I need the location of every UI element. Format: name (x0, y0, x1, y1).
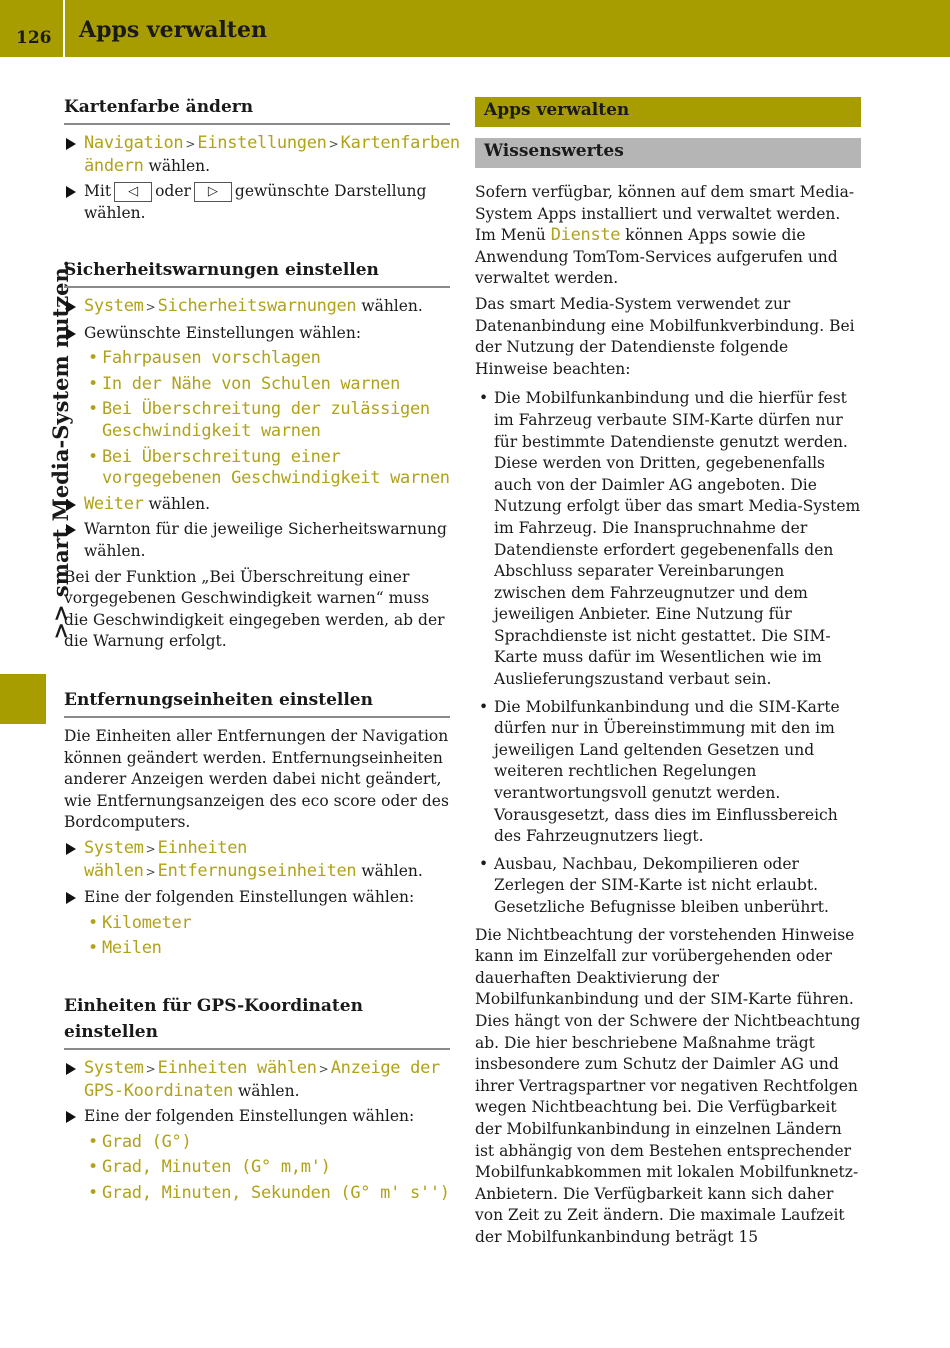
option[interactable]: • Fahrpausen vorschlagen (64, 348, 450, 370)
page-header (0, 0, 950, 57)
option[interactable]: • Kilometer (64, 913, 450, 935)
option[interactable]: • Bei Überschreitung der zulässigen Geschwindigkeit warnen (64, 399, 450, 442)
step-text: wählen. (148, 156, 211, 175)
option[interactable]: • Grad, Minuten (G° m,m') (64, 1157, 450, 1179)
section-heading: Einheiten für GPS-Koordinaten einstellen (64, 993, 450, 1050)
section-sicherheitswarnungen (64, 257, 450, 657)
step-text: wählen. (361, 297, 423, 315)
text: können Apps sowie die Anwendung TomTom-Services aufgerufen und verwaltet werden. (475, 226, 838, 288)
option[interactable]: • In der Nähe von Schulen warnen (64, 374, 450, 396)
right-column (475, 97, 861, 1253)
note: Bei der Funktion „Bei Überschreitung einer vorgegebenen Geschwindigkeit warnen“ muss die Geschwindigkeit eingegeben werden, ab der die Warnung erfolgt. (64, 567, 445, 651)
step: Warnton für die jeweilige Sicherheitswarnung wählen. (64, 519, 450, 562)
side-tab-marker (0, 674, 46, 724)
step: System > Einheiten wählen > Anzeige der GPS-Koordinaten wählen. (64, 1058, 450, 1102)
paragraph: Die Nichtbeachtung der vorstehenden Hinweise kann im Einzelfall zur vorübergehenden oder dauerhaften Deaktivierung der Mobilfunkanbindung und der SIM-Karte führen. Dies hängt von der Schwere der Nichtbeachtung ab. Die hier beschriebene Maßnahme trägt insbesondere zum Schutz der Daimler AG und ihrer Vertragspartner vor negativen Rechtfolgen wegen Nichtbeachtung bei. Die Verfügbarkeit der Mobilfunkanbindung in einzelnen Ländern ist abhängig von dem Bestehen entsprechender Mobilfunkabkommen mit lokalen Mobilfunknetz-Anbietern. Die Verfügbarkeit kann sich daher von Zeit zu Zeit ändern. Die maximale Laufzeit der Mobilfunkanbindung beträgt 15 (475, 925, 861, 1246)
paragraph (475, 182, 861, 290)
right-arrow-key[interactable]: ▷ (194, 182, 232, 202)
step-text: wählen. (148, 494, 211, 513)
menu-link[interactable]: System (84, 296, 144, 316)
bullet-item: • Die Mobilfunkanbindung und die hierfür fest im Fahrzeug verbaute SIM-Karte dürfen nur für bestimmte Datendienste genutzt werden. Diese werden von Dritten, gegebenenfalls auch von der Daimler AG angeboten. Die Nutzung erfolgt über das smart Media-System im Fahrzeug. Die Inanspruchnahme der Datendienste erfordert gegebenenfalls den Abschluss separater Vereinbarungen zwischen dem Fahrzeugnutzer und dem jeweiligen Anbieter. Eine Nutzung für Sprachdienste ist nicht gestattet. Die SIM-Karte muss dafür im Wesentlichen wie im Auslieferungszustand verbaut sein. (475, 388, 861, 690)
step (64, 181, 450, 224)
option[interactable]: • Meilen (64, 938, 450, 960)
bullet-item: • Ausbau, Nachbau, Dekompilieren oder Zerlegen der SIM-Karte ist nicht erlaubt. Gesetzliche Befugnisse bleiben unberührt. (475, 854, 861, 919)
menu-link[interactable]: Navigation (84, 133, 184, 153)
menu-link[interactable]: Anzeige der GPS-Koordinaten (84, 1058, 440, 1101)
menu-link[interactable]: Weiter (84, 493, 144, 514)
section-gps-einheiten (64, 993, 450, 1209)
paragraph: Das smart Media-System verwendet zur Datenanbindung eine Mobilfunkverbindung. Bei der Nutzung der Datendienste folgende Hinweise beachten: (475, 294, 855, 378)
section-heading: Entfernungseinheiten einstellen (64, 687, 450, 718)
section-heading: Sicherheitswarnungen einstellen (64, 257, 450, 288)
step-text: wählen. (361, 861, 423, 880)
menu-link[interactable]: Einstellungen (197, 133, 327, 153)
page-number: 126 (16, 28, 52, 48)
page-title: Apps verwalten (79, 17, 267, 43)
option[interactable]: • Grad, Minuten, Sekunden (G° m' s'') (64, 1183, 450, 1205)
menu-link[interactable]: Sicherheitswarnungen (157, 296, 357, 316)
step: Eine der folgenden Einstellungen wählen: (64, 1106, 450, 1128)
menu-link[interactable]: Einheiten wählen (84, 837, 248, 881)
side-tab-label: >> smart Media-System nutzen. (48, 260, 73, 640)
menu-link[interactable]: System (84, 1058, 144, 1078)
step-text: Mit (84, 182, 112, 201)
step: Gewünschte Einstellungen wählen: (64, 323, 450, 345)
step-text: gewünschte Darstellung wählen. (84, 182, 427, 222)
intro: Die Einheiten aller Entfernungen der Navigation können geändert werden. Entfernungseinheiten anderer Anzeigen werden dabei nicht geändert, wie Entfernungsanzeigen des eco score oder des Bordcomputers. (64, 727, 449, 832)
step-text: wählen. (237, 1081, 300, 1100)
step (64, 494, 450, 516)
section-kartenfarbe (64, 94, 460, 228)
bullet-item: • Die Mobilfunkanbindung und die SIM-Karte dürfen nur in Übereinstimmung mit den im jeweiligen Land geltenden Gesetzen und weiteren rechtlichen Regelungen verantwortungsvoll genutzt werden. Vorausgesetzt, dass dies im Einflussbereich des Fahrzeugnutzers liegt. (475, 697, 861, 848)
step: Navigation > Einstellungen > Kartenfarben ändern wählen. (64, 133, 450, 177)
section-entfernungseinheiten (64, 687, 450, 964)
step: Eine der folgenden Einstellungen wählen: (64, 887, 450, 909)
menu-link[interactable]: System (84, 837, 144, 858)
left-arrow-key[interactable]: ◁ (114, 182, 152, 202)
header-divider (63, 0, 65, 57)
step: System > Einheiten wählen > Entfernungseinheiten wählen. (64, 838, 450, 883)
menu-link[interactable]: Einheiten wählen (157, 1058, 317, 1078)
section-bar-wissenswertes: Wissenswertes (475, 138, 861, 168)
option[interactable]: • Bei Überschreitung einer vorgegebenen Geschwindigkeit warnen (64, 447, 450, 490)
menu-link-dienste[interactable]: Dienste (550, 225, 621, 246)
menu-link[interactable]: Kartenfarben ändern (84, 133, 460, 176)
step-text: oder (155, 182, 191, 201)
side-tab (20, 260, 73, 640)
step: System > Sicherheitswarnungen wählen. (64, 296, 450, 319)
option[interactable]: • Grad (G°) (64, 1132, 450, 1154)
section-bar-apps: Apps verwalten (475, 97, 861, 127)
menu-link[interactable]: Entfernungseinheiten (157, 860, 357, 881)
section-heading: Kartenfarbe ändern (64, 94, 450, 125)
text: Sofern verfügbar, können auf dem smart Media-System Apps installiert und verwaltet werden. Im Menü (475, 183, 855, 245)
